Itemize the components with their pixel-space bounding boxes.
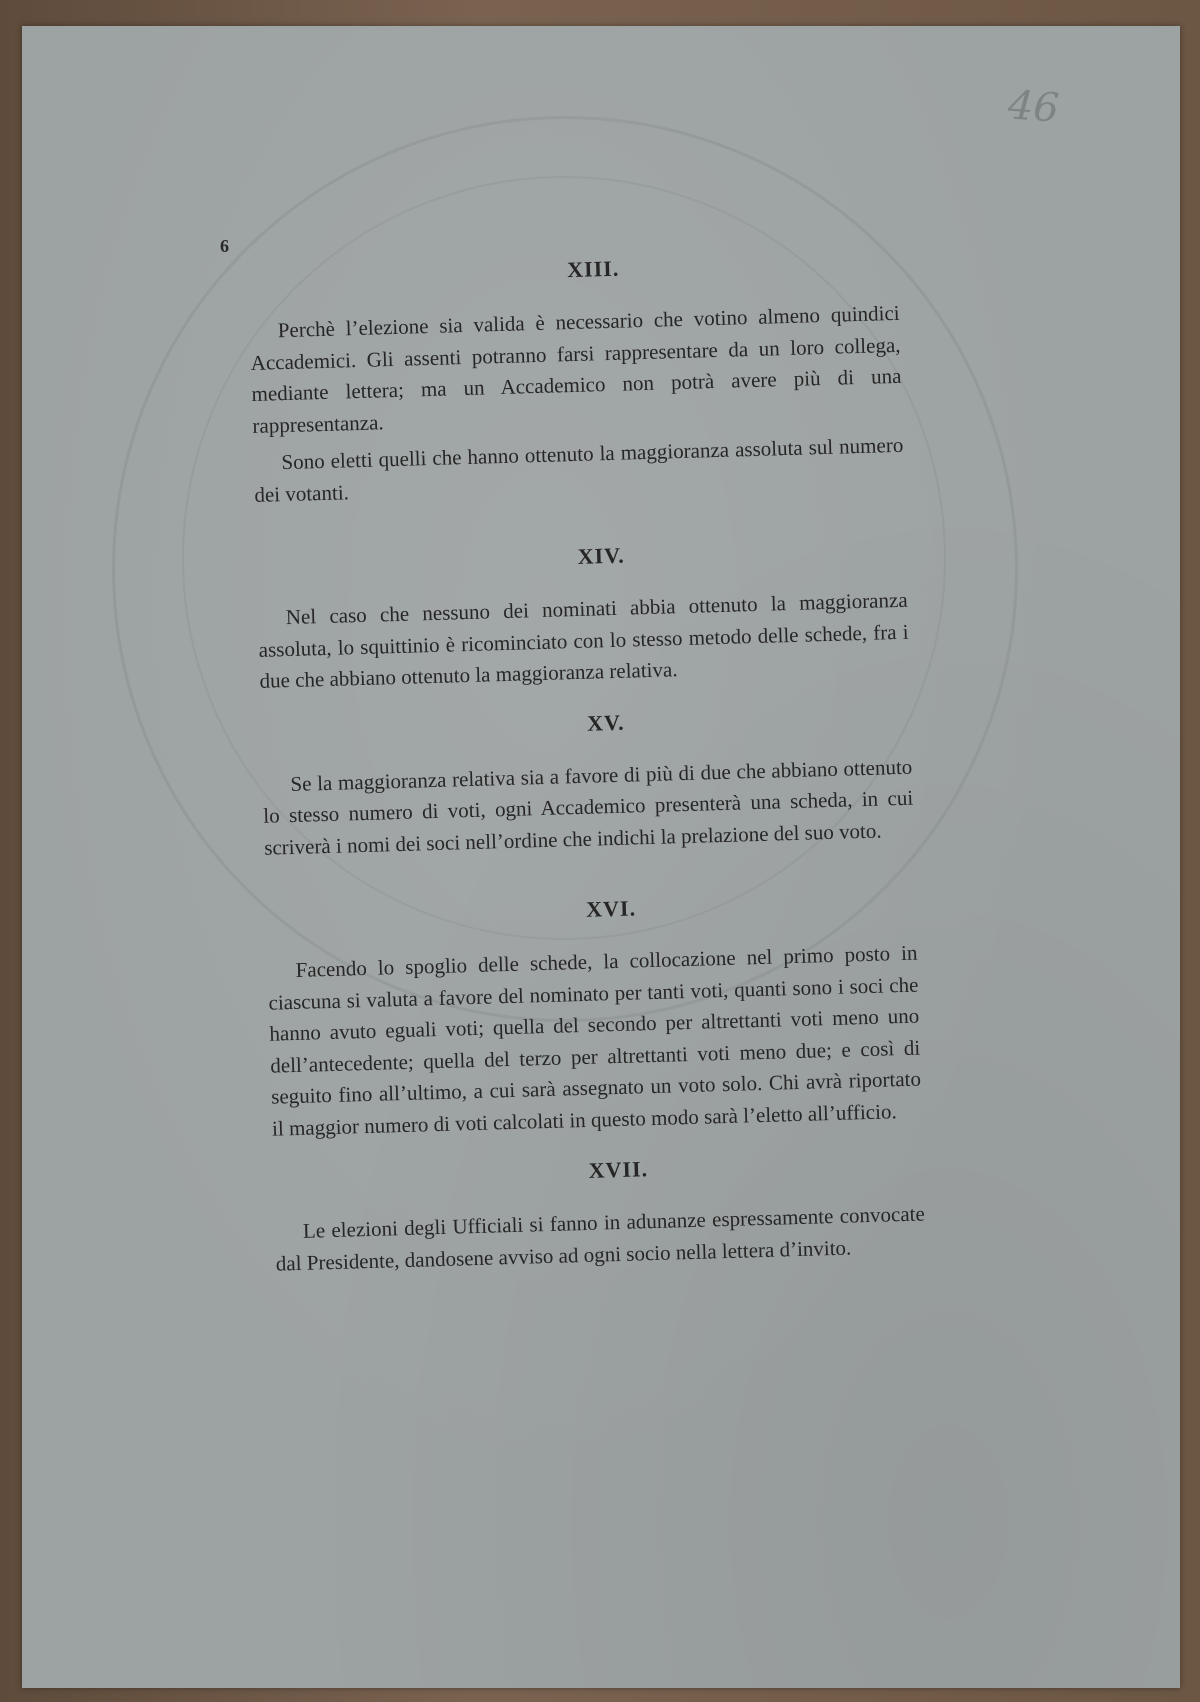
handwritten-folio-number: 46 [1006,82,1061,132]
article-heading: XIII. [566,255,620,283]
article-heading: XVI. [585,895,637,922]
article-paragraph: Nel caso che nessuno dei nominati abbia ottenuto la maggioranza assoluta, lo squittinio è ricominciato con lo stesso metodo delle schede, fra i due che abbiano ottenuto la maggioranza relativa. [258,587,909,693]
article-text [248,248,926,1280]
article-heading: XVII. [588,1156,649,1183]
article-xiii [248,248,905,511]
article-xvii [273,1148,926,1279]
article-paragraph: Facendo lo spoglio delle schede, la collocazione nel primo posto in ciascuna si valuta a favore del nominato per tanti voti, quanti sono i soci che hanno avuto eguali voti; quella del secondo per altrettanti voti meno uno dell’antecedente; quella del terzo per altrettanti voti meno due; e così di seguito fino all’ultimo, a cui sarà assegnato un voto solo. Chi avrà riportato il maggior numero di voti calcolati in questo modo sarà l’eletto all’ufficio. [268,940,922,1141]
article-paragraph: Le elezioni degli Ufficiali si fanno in adunanze espressamente convocate dal Presidente, dandosene avviso ad ogni socio nella lettera d’invito. [275,1201,926,1276]
article-paragraph: Se la maggioranza relativa sia a favore di più di due che abbiano ottenuto lo stesso numero di voti, ogni Accademico presenterà una scheda, in cui scriverà i nomi dei soci nell’ordine che indichi la prelazione del suo voto. [263,754,914,860]
article-heading: XV. [586,709,625,736]
article-xvi [266,888,922,1145]
article-paragraph: Perchè l’elezione sia valida è necessario che votino almeno quindici Accademici. Gli assenti potranno farsi rappresentare da un loro collega, mediante lettera; ma un Accademico non potrà avere più di una rappresentanza. [250,300,902,438]
article-xiv [256,535,910,698]
article-heading: XIV. [577,542,626,569]
page-number: 6 [220,236,229,256]
article-paragraph: Sono eletti quelli che hanno ottenuto la maggioranza assoluta sul numero dei votanti. [254,432,904,507]
article-xv [261,701,915,864]
